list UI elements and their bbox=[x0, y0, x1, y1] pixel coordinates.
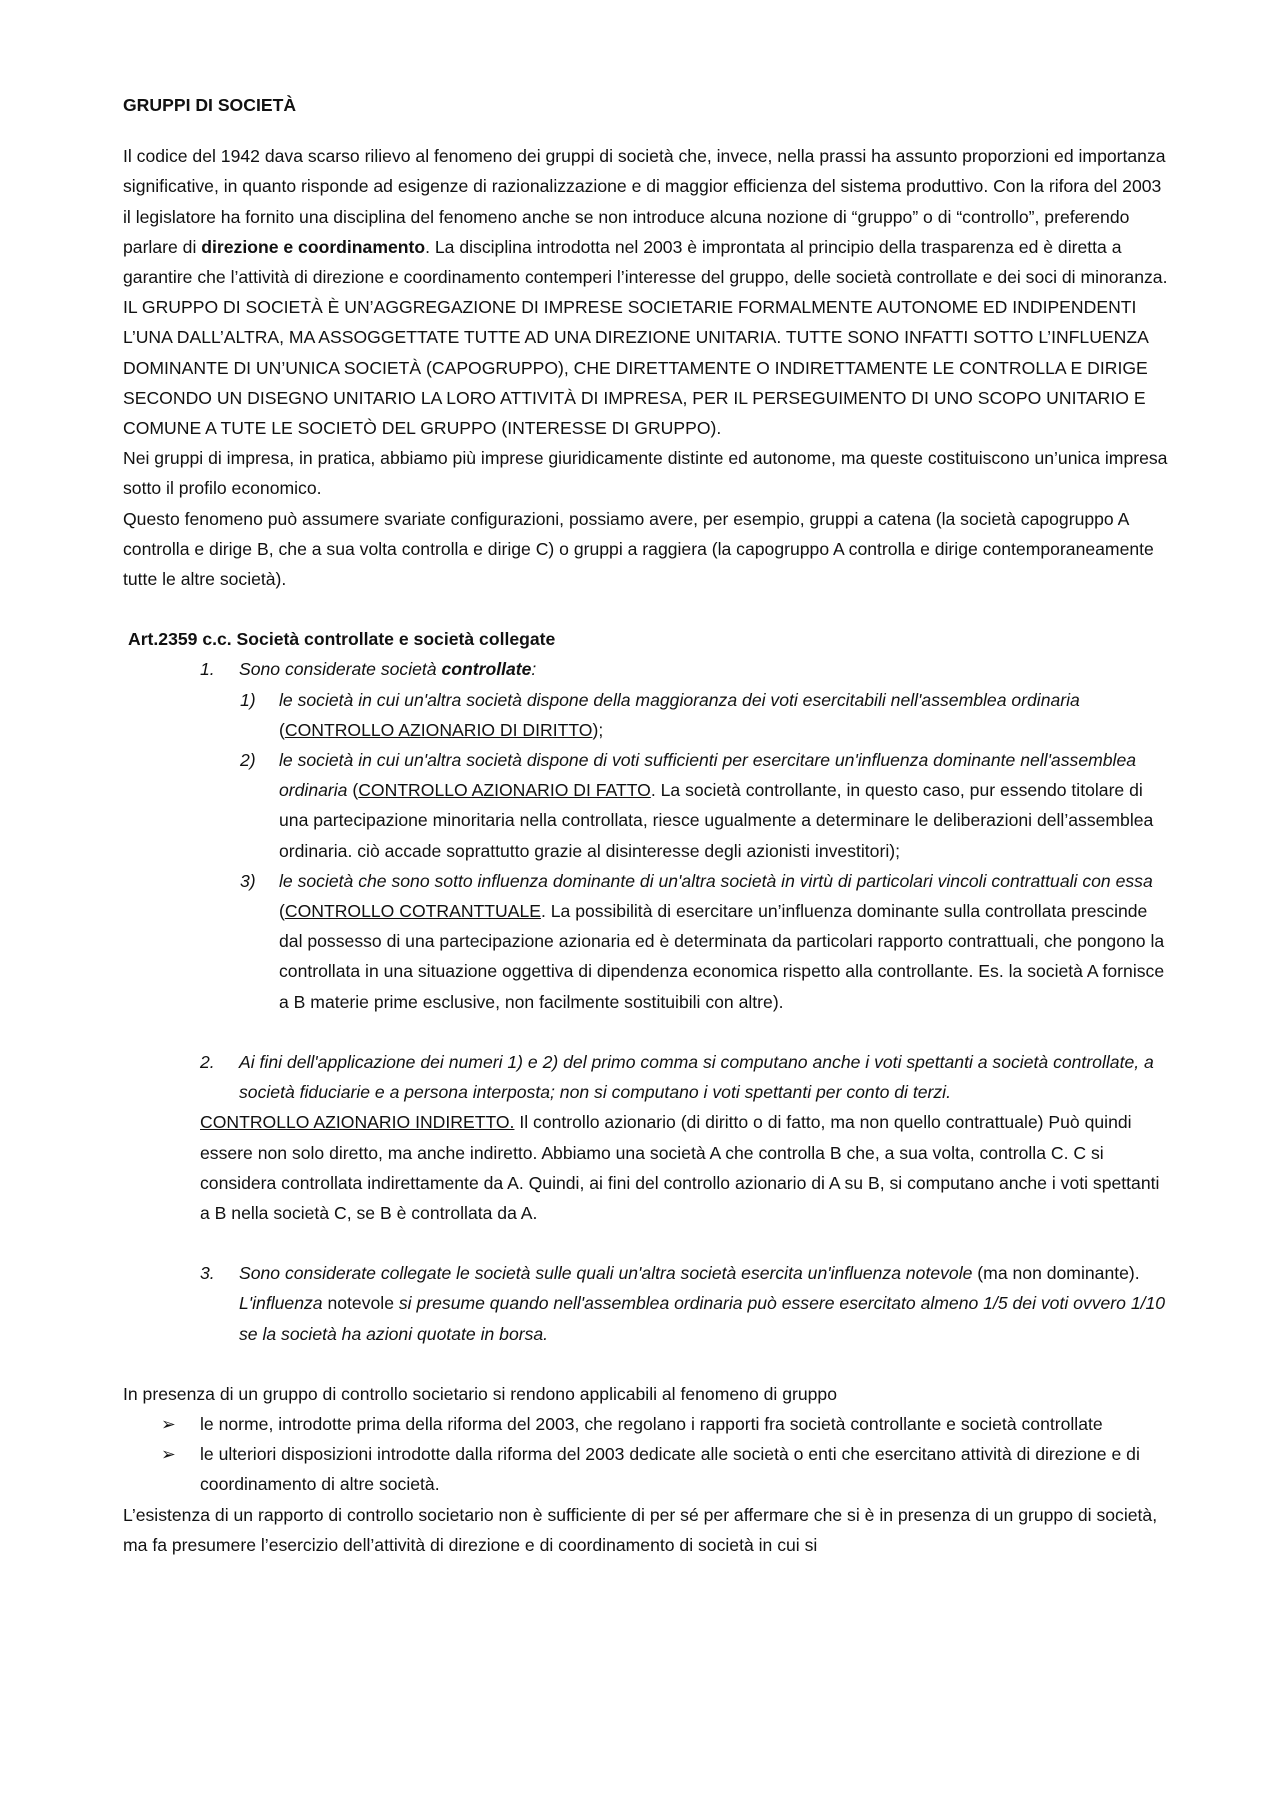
definition-paragraph: IL GRUPPO DI SOCIETÀ È UN’AGGREGAZIONE DI IMPRESE SOCIETARIE FORMALMENTE AUTONOME ED INDIPENDENTI L’UNA DALL’ALTRA, MA ASSOGGETTATE TUTTE AD UNA DIREZIONE UNITARIA. TUTTE SONO INFATTI SOTTO L’INFLUENZA DOMINANTE DI UN’UNICA SOCIETÀ (CAPOGRUPPO), CHE DIRETTAMENTE O INDIRETTAMENTE LE CONTROLLA E DIRIGE SECONDO UN DISEGNO UNITARIO LA LORO ATTIVITÀ DI IMPRESA, PER IL PERSEGUIMENTO DI UNO SCOPO UNITARIO E COMUNE A TUTE LE SOCIETÒ DEL GRUPPO (INTERESSE DI GRUPPO). bbox=[123, 297, 1148, 439]
underlined-term: CONTROLLO AZIONARIO DI DIRITTO bbox=[284, 719, 593, 740]
sub-item-2: 2) le società in cui un'altra società dispone di voti sufficienti per esercitare un'influenza dominante nell'assemblea ordinaria (CONTROLLO AZIONARIO DI FATTO. La società controllante, in questo caso, pur essendo titolare di una partecipazione minoritaria nella controllata, riesce ugualmente a determinare le deliberazioni dell’assemblea ordinaria. ciò accade soprattutto grazie al disinteresse degli azionisti investitori); bbox=[123, 745, 1170, 866]
article-item-1: 1. Sono considerate società controllate: bbox=[123, 654, 1170, 684]
list-item: ➢ le ulteriori disposizioni introdotte dalla riforma del 2003 dedicate alle società o enti che esercitano attività di direzione e di coordinamento di altre società. bbox=[123, 1439, 1170, 1499]
intro-paragraph bbox=[123, 141, 1170, 292]
underlined-term: CONTROLLO AZIONARIO INDIRETTO. bbox=[200, 1112, 515, 1133]
closing-paragraph: L’esistenza di un rapporto di controllo societario non è sufficiente di per sé per affermare che si è in presenza di un gruppo di società, ma fa presumere l’esercizio dell’attività di direzione e di coordinamento di società in cui si bbox=[123, 1504, 1158, 1555]
list-number: 1) bbox=[240, 689, 256, 710]
page-title: GRUPPI DI SOCIETÀ bbox=[123, 95, 297, 115]
bold-term: controllate bbox=[441, 659, 532, 680]
configurations-paragraph: Questo fenomeno può assumere svariate configurazioni, possiamo avere, per esempio, gruppi a catena (la società capogruppo A controlla e dirige B, che a sua volta controlla e dirige C) o gruppi a raggiera (la capogruppo A controlla e dirige contemporaneamente tutte le altre società). bbox=[123, 508, 1154, 590]
sub-item-1: 1) le società in cui un'altra società dispone della maggioranza dei voti esercitabili nell'assemblea ordinaria (CONTROLLO AZIONARIO DI DIRITTO); bbox=[123, 685, 1170, 745]
indirect-control-note: CONTROLLO AZIONARIO INDIRETTO. Il controllo azionario (di diritto o di fatto, ma non quello contrattuale) Può quindi essere non solo diretto, ma anche indiretto. Abbiamo una società A che controlla B che, a sua volta, controlla C. C si considera controllata indirettamente da A. Quindi, ai fini del controllo azionario di A su B, si computano anche i voti spettanti a B nella società C, se B è controllata da A. bbox=[200, 1112, 1160, 1223]
article-item-3: 3. Sono considerate collegate le società sulle quali un'altra società esercita un'influenza notevole (ma non dominante). L'influenza notevole si presume quando nell'assemblea ordinaria può essere esercitato almeno 1/5 dei voti ovvero 1/10 se la società ha azioni quotate in borsa. bbox=[123, 1258, 1170, 1349]
list-number: 1. bbox=[200, 659, 215, 680]
list-item: ➢ le norme, introdotte prima della riforma del 2003, che regolano i rapporti fra società controllante e società controllate bbox=[123, 1409, 1170, 1439]
closing-lead: In presenza di un gruppo di controllo societario si rendono applicabili al fenomeno di gruppo bbox=[123, 1383, 837, 1404]
practice-paragraph: Nei gruppi di impresa, in pratica, abbiamo più imprese giuridicamente distinte ed autonome, ma queste costituiscono un’unica impresa sotto il profilo economico. bbox=[123, 448, 1168, 499]
intro-text-cont: . La disciplina introdotta nel 2003 è improntata al principio della trasparenza ed è diretta a garantire che l’attività di direzione e coordinamento contemperi l’interesse del gruppo, delle società controllate e dei soci di minoranza. bbox=[123, 236, 1168, 288]
document-page bbox=[123, 90, 1170, 1560]
intro-text: Il codice del 1942 dava scarso rilievo al fenomeno dei gruppi di società che, invece, nella prassi ha assunto proporzioni ed importanza significative, in quanto risponde ad esigenze di razionalizzazione e di maggior efficienza del sistema produttivo. Con la rifora del 2003 il legislatore ha fornito una disciplina del fenomeno anche se non introduce alcuna nozione di “gruppo” o di “controllo”, preferendo parlare di bbox=[123, 146, 1166, 257]
article-item-2: 2. Ai fini dell'applicazione dei numeri 1) e 2) del primo comma si computano anche i voti spettanti a società controllate, a società fiduciarie e a persona interposta; non si computano i voti spettanti per conto di terzi. bbox=[123, 1047, 1170, 1107]
list-number: 2. bbox=[200, 1051, 215, 1072]
list-number: 3. bbox=[200, 1263, 215, 1284]
underlined-term: CONTROLLO AZIONARIO DI FATTO bbox=[358, 780, 651, 801]
intro-bold-term: direzione e coordinamento bbox=[201, 236, 426, 257]
sub-item-3: 3) le società che sono sotto influenza dominante di un'altra società in virtù di particolari vincoli contrattuali con essa (CONTROLLO COTRANTTUALE. La possibilità di esercitare un’influenza dominante sulla controllata prescinde dal possesso di una partecipazione azionaria ed è determinata da particolari rapporto contrattuali, che pongono la controllata in una situazione oggettiva di dipendenza economica rispetto alla controllante. Es. la società A fornisce a B materie prime esclusive, non facilmente sostituibili con altre). bbox=[123, 866, 1170, 1017]
arrow-bullet-icon: ➢ bbox=[161, 1413, 176, 1434]
list-number: 3) bbox=[240, 870, 256, 891]
arrow-bullet-icon: ➢ bbox=[161, 1444, 176, 1465]
underlined-term: CONTROLLO COTRANTTUALE bbox=[284, 901, 541, 922]
list-number: 2) bbox=[240, 750, 256, 771]
article-heading: Art.2359 c.c. Società controllate e società collegate bbox=[128, 629, 556, 650]
